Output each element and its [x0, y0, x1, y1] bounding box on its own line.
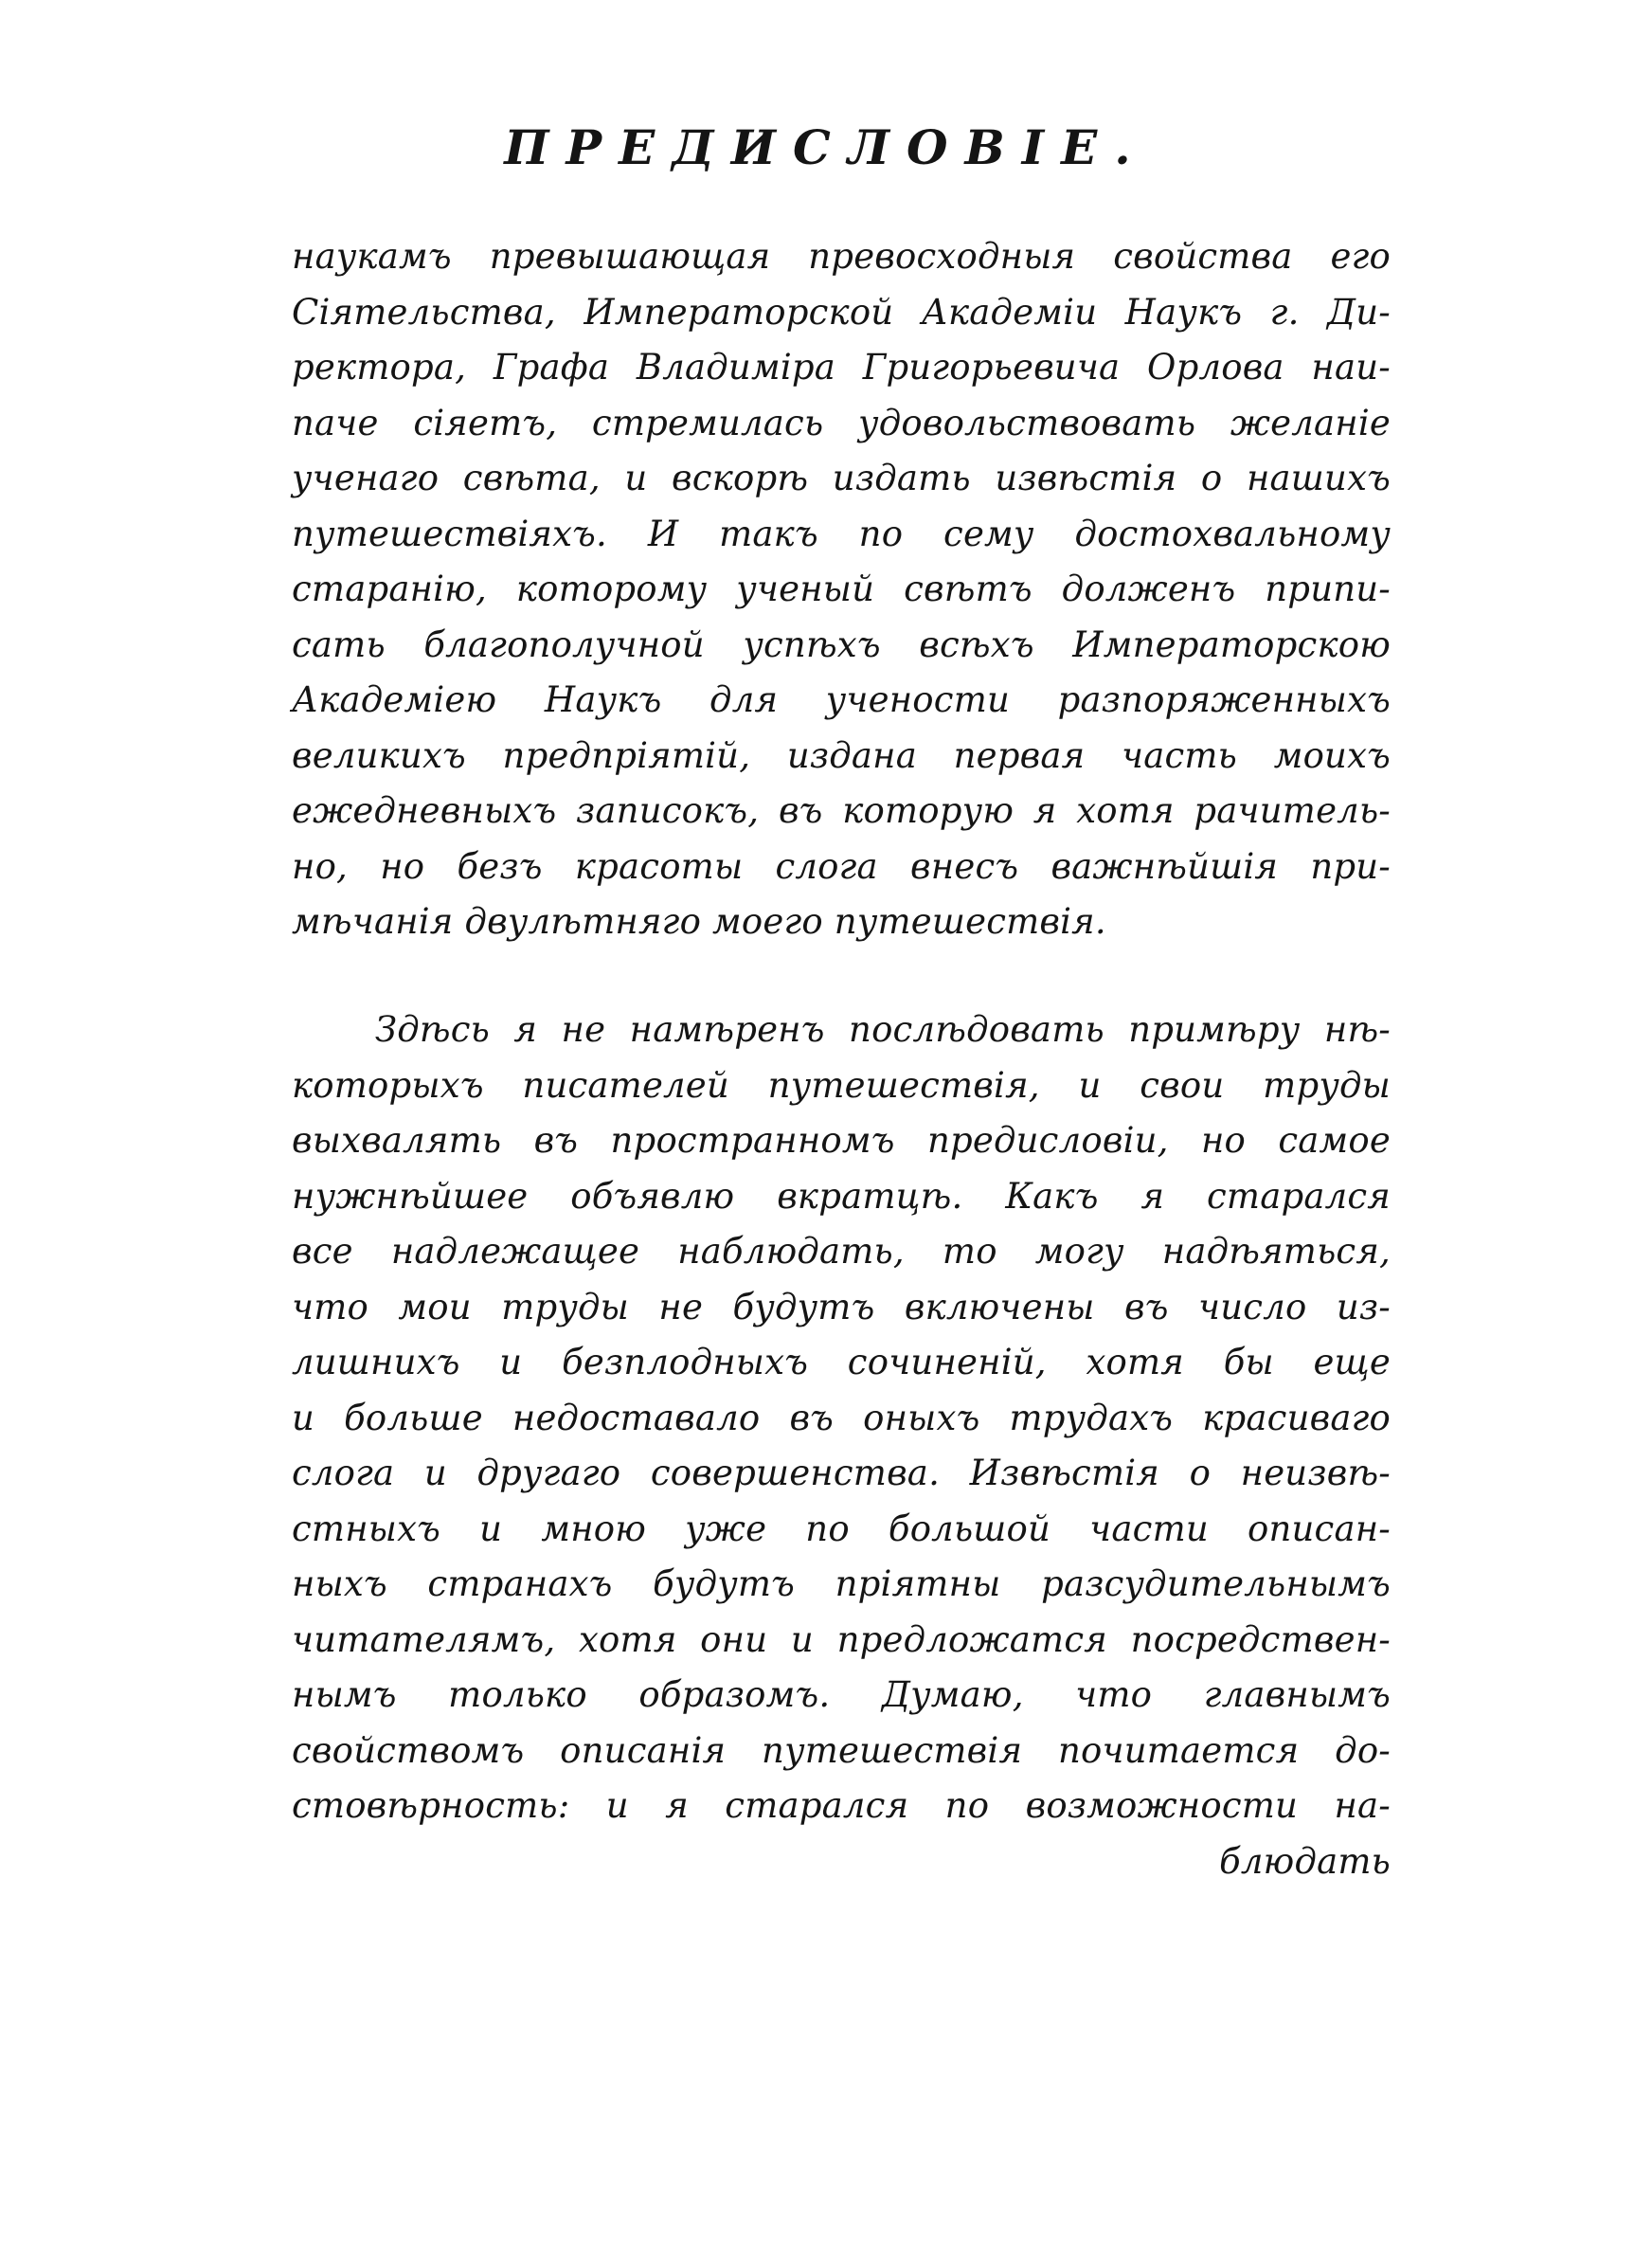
text-line: но, но безъ красоты слога внесъ важнѣйшія при- — [292, 845, 1391, 887]
text-line: стовѣрность: и я старался по возможности на- — [292, 1785, 1391, 1826]
text-line: мѣчанія двулѣтняго моего путешествія. — [292, 901, 1106, 942]
text-line: Академіею Наукъ для учености разпоряженныхъ — [292, 679, 1391, 720]
text-line: сать благополучной успѣхъ всѣхъ Императорскою — [292, 623, 1391, 665]
text-line: лишнихъ и безплодныхъ сочиненій, хотя бы еще — [292, 1342, 1391, 1382]
text-line: Здѣсь я не намѣренъ послѣдовать примѣру нѣ- — [375, 1009, 1391, 1050]
text-line: ректора, Графа Владиміра Григорьевича Орлова наи- — [292, 347, 1391, 388]
paragraph-2 — [292, 1002, 1391, 1889]
text-line: что мои труды не будутъ включены въ число из- — [292, 1286, 1391, 1327]
text-line: ныхъ странахъ будутъ пріятны разсудительнымъ — [292, 1563, 1391, 1604]
text-line: слога и другаго совершенства. Извѣстія о неизвѣ- — [292, 1453, 1391, 1493]
text-line: все надлежащее наблюдать, то могу надѣяться, — [292, 1231, 1391, 1272]
text-line: ученаго свѣта, и вскорѣ издать извѣстія о нашихъ — [292, 458, 1391, 498]
text-line: читателямъ, хотя они и предложатся посредствен- — [292, 1618, 1391, 1660]
text-line: Сіятельства, Императорской Академіи Наукъ г. Ди- — [292, 291, 1391, 333]
text-line: нымъ только образомъ. Думаю, что главнымъ — [292, 1674, 1391, 1715]
text-line: ежедневныхъ записокъ, въ которую я хотя рачитель- — [292, 790, 1391, 831]
text-line: старанію, которому ученый свѣтъ долженъ припи- — [292, 569, 1391, 609]
catchword: блюдать — [1219, 1840, 1391, 1882]
text-line: которыхъ писателей путешествія, и свои труды — [292, 1064, 1391, 1106]
text-line: свойствомъ описанія путешествія почитается до- — [292, 1729, 1391, 1771]
text-line: нужнѣйшее объявлю вкратцѣ. Какъ я старался — [292, 1175, 1391, 1217]
paragraph-1 — [292, 229, 1391, 950]
text-line: и больше недоставало въ оныхъ трудахъ красиваго — [292, 1397, 1391, 1438]
text-line: стныхъ и мною уже по большой части описан- — [292, 1508, 1391, 1549]
text-line: выхвалять въ пространномъ предисловіи, но самое — [292, 1120, 1391, 1161]
running-head: ПРЕДИСЛОВІЕ. — [504, 119, 1148, 175]
text-line: наукамъ превышающая превосходныя свойства его — [292, 236, 1391, 277]
text-line: великихъ предпріятій, издана первая часть моихъ — [292, 734, 1391, 776]
text-line: путешествіяхъ. И такъ по сему достохвальному — [292, 513, 1391, 554]
text-line: паче сіяетъ, стремилась удовольствовать желаніе — [292, 402, 1391, 443]
